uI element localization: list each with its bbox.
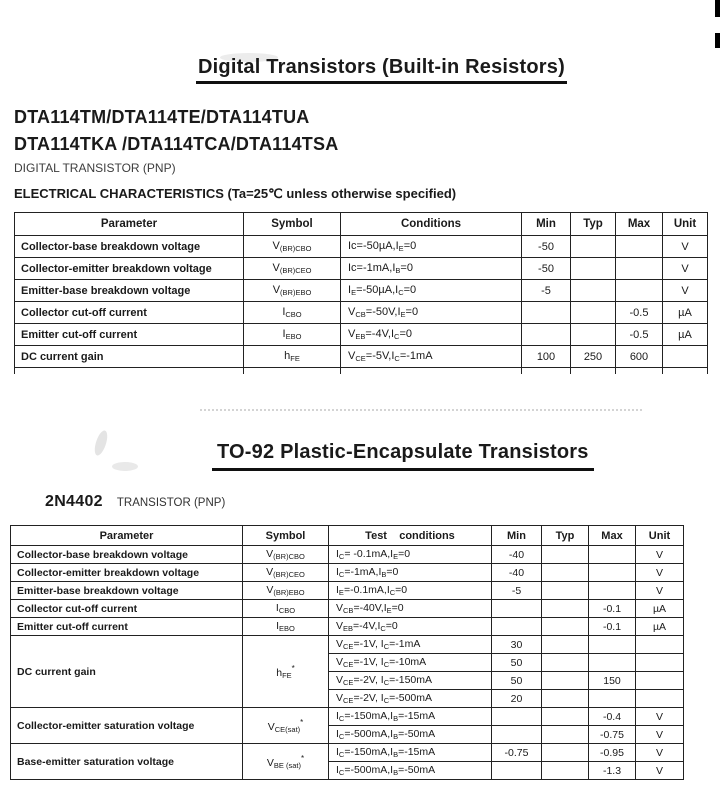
table-cell-cond: $V_{EB}=-4V,I_C=0$ xyxy=(329,618,492,636)
section-title-digital-transistors: Digital Transistors (Built-in Resistors) xyxy=(196,56,567,84)
scan-artifact-smudge xyxy=(112,462,138,471)
table-cell-param: Collector cut-off current xyxy=(11,600,243,618)
table-cell-num: 600 xyxy=(616,346,663,368)
table-cell-cond: $I_C=-500mA,I_B=-50mA$ xyxy=(329,726,492,744)
table-cell-num: -0.1 xyxy=(589,600,636,618)
table-cell-num xyxy=(492,726,542,744)
column-header: Conditions xyxy=(341,213,522,236)
table-cell-num xyxy=(542,546,589,564)
table-cell-num xyxy=(616,280,663,302)
table-cell-sym: $h_{FE}^*$ xyxy=(243,636,329,708)
part-number-2n4402: 2N4402 xyxy=(45,493,103,510)
column-header: Unit xyxy=(636,526,684,546)
table-cell-num xyxy=(542,582,589,600)
table-cell-num xyxy=(571,302,616,324)
table-cell-num xyxy=(589,546,636,564)
table-cell-num xyxy=(616,258,663,280)
table-cell-sym: $V_{CE(sat)}^*$ xyxy=(243,708,329,744)
table-cell-num xyxy=(542,726,589,744)
table-cell-num: V xyxy=(663,258,708,280)
table-cell-cond: $V_{CB}=-40V,I_E=0$ xyxy=(329,600,492,618)
table-cell-cond: $I_C=-150mA,I_B=-15mA$ xyxy=(329,708,492,726)
table-row xyxy=(15,346,708,368)
table-cell-param: Collector-emitter saturation voltage xyxy=(11,708,243,744)
table-cell-cond: $I_C=-1mA,I_B=0$ xyxy=(329,564,492,582)
table-cell-sym: $V_{(BR)EBO}$ xyxy=(244,280,341,302)
column-header: Parameter xyxy=(15,213,244,236)
table-row xyxy=(11,564,684,582)
device-type-label: DIGITAL TRANSISTOR (PNP) xyxy=(14,161,176,175)
table-cell-cond: $V_{CE}=-1V$, $I_C=-1mA$ xyxy=(329,636,492,654)
table-cell-sym: $I_{EBO}$ xyxy=(244,324,341,346)
table-cell-num: -40 xyxy=(492,546,542,564)
table-cell-empty xyxy=(663,368,708,374)
table-cell-num: V xyxy=(636,726,684,744)
table-cell-param: Emitter-base breakdown voltage xyxy=(15,280,244,302)
table-cell-num: V xyxy=(636,564,684,582)
column-header: Test conditions xyxy=(329,526,492,546)
table-cell-num: -40 xyxy=(492,564,542,582)
table-cell-param: Emitter cut-off current xyxy=(11,618,243,636)
table-cell-num xyxy=(636,672,684,690)
scan-artifact-dotted-line xyxy=(200,409,642,411)
table-cell-num xyxy=(542,564,589,582)
table-cell-sym: $V_{(BR)EBO}$ xyxy=(243,582,329,600)
table-cell-cond: $V_{CB}=-50V,I_E=0$ xyxy=(341,302,522,324)
table-cell-num xyxy=(542,618,589,636)
table-cell-param: Collector cut-off current xyxy=(15,302,244,324)
table-cell-cond: $I_E=-0.1mA,I_C=0$ xyxy=(329,582,492,600)
column-header: Symbol xyxy=(244,213,341,236)
table-cell-empty xyxy=(571,368,616,374)
table-cell-num: 150 xyxy=(589,672,636,690)
dta114t-characteristics-table xyxy=(14,212,708,374)
table-cell-num xyxy=(542,744,589,762)
table-cell-num: V xyxy=(636,744,684,762)
table-cell-num: -50 xyxy=(522,258,571,280)
table-row xyxy=(15,258,708,280)
column-header: Min xyxy=(522,213,571,236)
2n4402-characteristics-table xyxy=(10,525,684,780)
table-cell-num: 50 xyxy=(492,672,542,690)
table-cell-param: Collector-emitter breakdown voltage xyxy=(15,258,244,280)
table-cell-param: DC current gain xyxy=(11,636,243,708)
table-cell-num xyxy=(542,636,589,654)
table-cell-num: V xyxy=(636,762,684,780)
table-cell-num: -5 xyxy=(522,280,571,302)
table-cell-num xyxy=(492,708,542,726)
table-cell-num: 250 xyxy=(571,346,616,368)
table-cell-param: DC current gain xyxy=(15,346,244,368)
table-cell-cond: $I_C= -0.1mA,I_E=0$ xyxy=(329,546,492,564)
table-cell-num xyxy=(636,654,684,672)
table-cell-num: µA xyxy=(636,600,684,618)
column-header: Max xyxy=(589,526,636,546)
table-cell-num xyxy=(492,618,542,636)
table-cell-num xyxy=(589,690,636,708)
table-cell-num xyxy=(636,690,684,708)
table-cell-num: -0.5 xyxy=(616,324,663,346)
table-row xyxy=(11,636,684,654)
table-cell-num: V xyxy=(636,582,684,600)
column-header: Min xyxy=(492,526,542,546)
table-cell-num: µA xyxy=(636,618,684,636)
table-cell-num: 100 xyxy=(522,346,571,368)
table-cell-num: 20 xyxy=(492,690,542,708)
table-cell-sym: $I_{CBO}$ xyxy=(244,302,341,324)
table-cell-cond: $Ic=-50\mu A,I_E=0$ xyxy=(341,236,522,258)
table-cutoff-stub-row xyxy=(15,368,708,374)
table-cell-cond: $V_{CE}=-2V$, $I_C=-500mA$ xyxy=(329,690,492,708)
table-cell-num xyxy=(542,672,589,690)
table-cell-param: Emitter cut-off current xyxy=(15,324,244,346)
table-cell-sym: $I_{CBO}$ xyxy=(243,600,329,618)
table-cell-sym: $h_{FE}$ xyxy=(244,346,341,368)
table-cell-num xyxy=(542,708,589,726)
table-row xyxy=(11,582,684,600)
table-cell-empty xyxy=(522,368,571,374)
table-cell-num: -50 xyxy=(522,236,571,258)
table-cell-num: -5 xyxy=(492,582,542,600)
table-cell-num: -0.5 xyxy=(616,302,663,324)
table-cell-num xyxy=(542,762,589,780)
table-cell-sym: $V_{(BR)CEO}$ xyxy=(244,258,341,280)
electrical-characteristics-caption: ELECTRICAL CHARACTERISTICS (Ta=25℃ unless otherwise specified) xyxy=(14,186,457,201)
table-cell-num xyxy=(492,762,542,780)
table-cell-num xyxy=(589,564,636,582)
column-header: Parameter xyxy=(11,526,243,546)
table-cell-sym: $V_{(BR)CEO}$ xyxy=(243,564,329,582)
table-row xyxy=(11,546,684,564)
section-title-to92-transistors: TO-92 Plastic-Encapsulate Transistors xyxy=(212,441,594,471)
table-row xyxy=(11,744,684,762)
table-row xyxy=(15,324,708,346)
table-cell-num xyxy=(663,346,708,368)
table-cell-empty xyxy=(15,368,244,374)
table-cell-num xyxy=(571,236,616,258)
table-cell-num xyxy=(522,302,571,324)
table-cell-num: -0.75 xyxy=(589,726,636,744)
table-cell-param: Collector-emitter breakdown voltage xyxy=(11,564,243,582)
part-numbers xyxy=(14,104,338,158)
table-cell-num: V xyxy=(663,280,708,302)
column-header: Max xyxy=(616,213,663,236)
table-cell-num xyxy=(589,636,636,654)
part-number-line1: DTA114TM/DTA114TE/DTA114TUA xyxy=(14,107,310,127)
table-row xyxy=(11,600,684,618)
table-cell-num xyxy=(589,582,636,600)
table-cell-sym: $I_{EBO}$ xyxy=(243,618,329,636)
table-cell-param: Collector-base breakdown voltage xyxy=(11,546,243,564)
part-heading xyxy=(45,493,225,511)
table-cell-empty xyxy=(341,368,522,374)
scan-artifact-bar xyxy=(715,33,720,48)
table-cell-num xyxy=(571,324,616,346)
part-number-line2: DTA114TKA /DTA114TCA/DTA114TSA xyxy=(14,134,339,154)
table-cell-empty xyxy=(244,368,341,374)
table-cell-cond: $I_E=-50\mu A,I_C=0$ xyxy=(341,280,522,302)
column-header: Unit xyxy=(663,213,708,236)
table-cell-num: V xyxy=(663,236,708,258)
table-row xyxy=(15,236,708,258)
table-header-row xyxy=(11,526,684,546)
table-cell-num xyxy=(542,654,589,672)
table-cell-cond: $I_C=-500mA,I_B=-50mA$ xyxy=(329,762,492,780)
table-cell-num: -0.1 xyxy=(589,618,636,636)
table-row xyxy=(15,302,708,324)
table-cell-num xyxy=(571,258,616,280)
column-header: Typ xyxy=(542,526,589,546)
table-cell-cond: $I_C=-150mA,I_B=-15mA$ xyxy=(329,744,492,762)
table-cell-cond: $Ic=-1mA,I_B=0$ xyxy=(341,258,522,280)
table-cell-num: 50 xyxy=(492,654,542,672)
table-cell-sym: $V_{BE (sat)}^*$ xyxy=(243,744,329,780)
table-cell-sym: $V_{(BR)CBO}$ xyxy=(243,546,329,564)
table-cell-num xyxy=(589,654,636,672)
table-cell-sym: $V_{(BR)CBO}$ xyxy=(244,236,341,258)
table-cell-param: Collector-base breakdown voltage xyxy=(15,236,244,258)
column-header: Typ xyxy=(571,213,616,236)
table-cell-num xyxy=(542,690,589,708)
table-cell-num: 30 xyxy=(492,636,542,654)
table-cell-num: µA xyxy=(663,302,708,324)
table-cell-num xyxy=(542,600,589,618)
device-type-label: TRANSISTOR (PNP) xyxy=(116,497,226,509)
table-cell-num: V xyxy=(636,546,684,564)
table-cell-cond: $V_{EB}=-4V,I_C=0$ xyxy=(341,324,522,346)
table-header-row xyxy=(15,213,708,236)
scan-artifact-smudge xyxy=(92,429,110,457)
table-cell-num xyxy=(616,236,663,258)
table-cell-cond: $V_{CE}=-2V$, $I_C=-150mA$ xyxy=(329,672,492,690)
table-cell-cond: $V_{CE}=-5V,I_C=-1mA$ xyxy=(341,346,522,368)
table-cell-num: -0.4 xyxy=(589,708,636,726)
table-cell-num xyxy=(492,600,542,618)
column-header: Symbol xyxy=(243,526,329,546)
table-row xyxy=(15,280,708,302)
table-cell-num xyxy=(571,280,616,302)
table-cell-num: -0.95 xyxy=(589,744,636,762)
table-row xyxy=(11,708,684,726)
table-cell-num: µA xyxy=(663,324,708,346)
table-cell-cond: $V_{CE}=-1V$, $I_C=-10mA$ xyxy=(329,654,492,672)
table-row xyxy=(11,618,684,636)
scan-artifact-bar xyxy=(715,0,720,17)
table-cell-num xyxy=(522,324,571,346)
table-cell-num xyxy=(636,636,684,654)
table-cell-num: V xyxy=(636,708,684,726)
table-cell-num: -0.75 xyxy=(492,744,542,762)
table-cell-empty xyxy=(616,368,663,374)
table-cell-param: Emitter-base breakdown voltage xyxy=(11,582,243,600)
table-cell-param: Base-emitter saturation voltage xyxy=(11,744,243,780)
table-cell-num: -1.3 xyxy=(589,762,636,780)
